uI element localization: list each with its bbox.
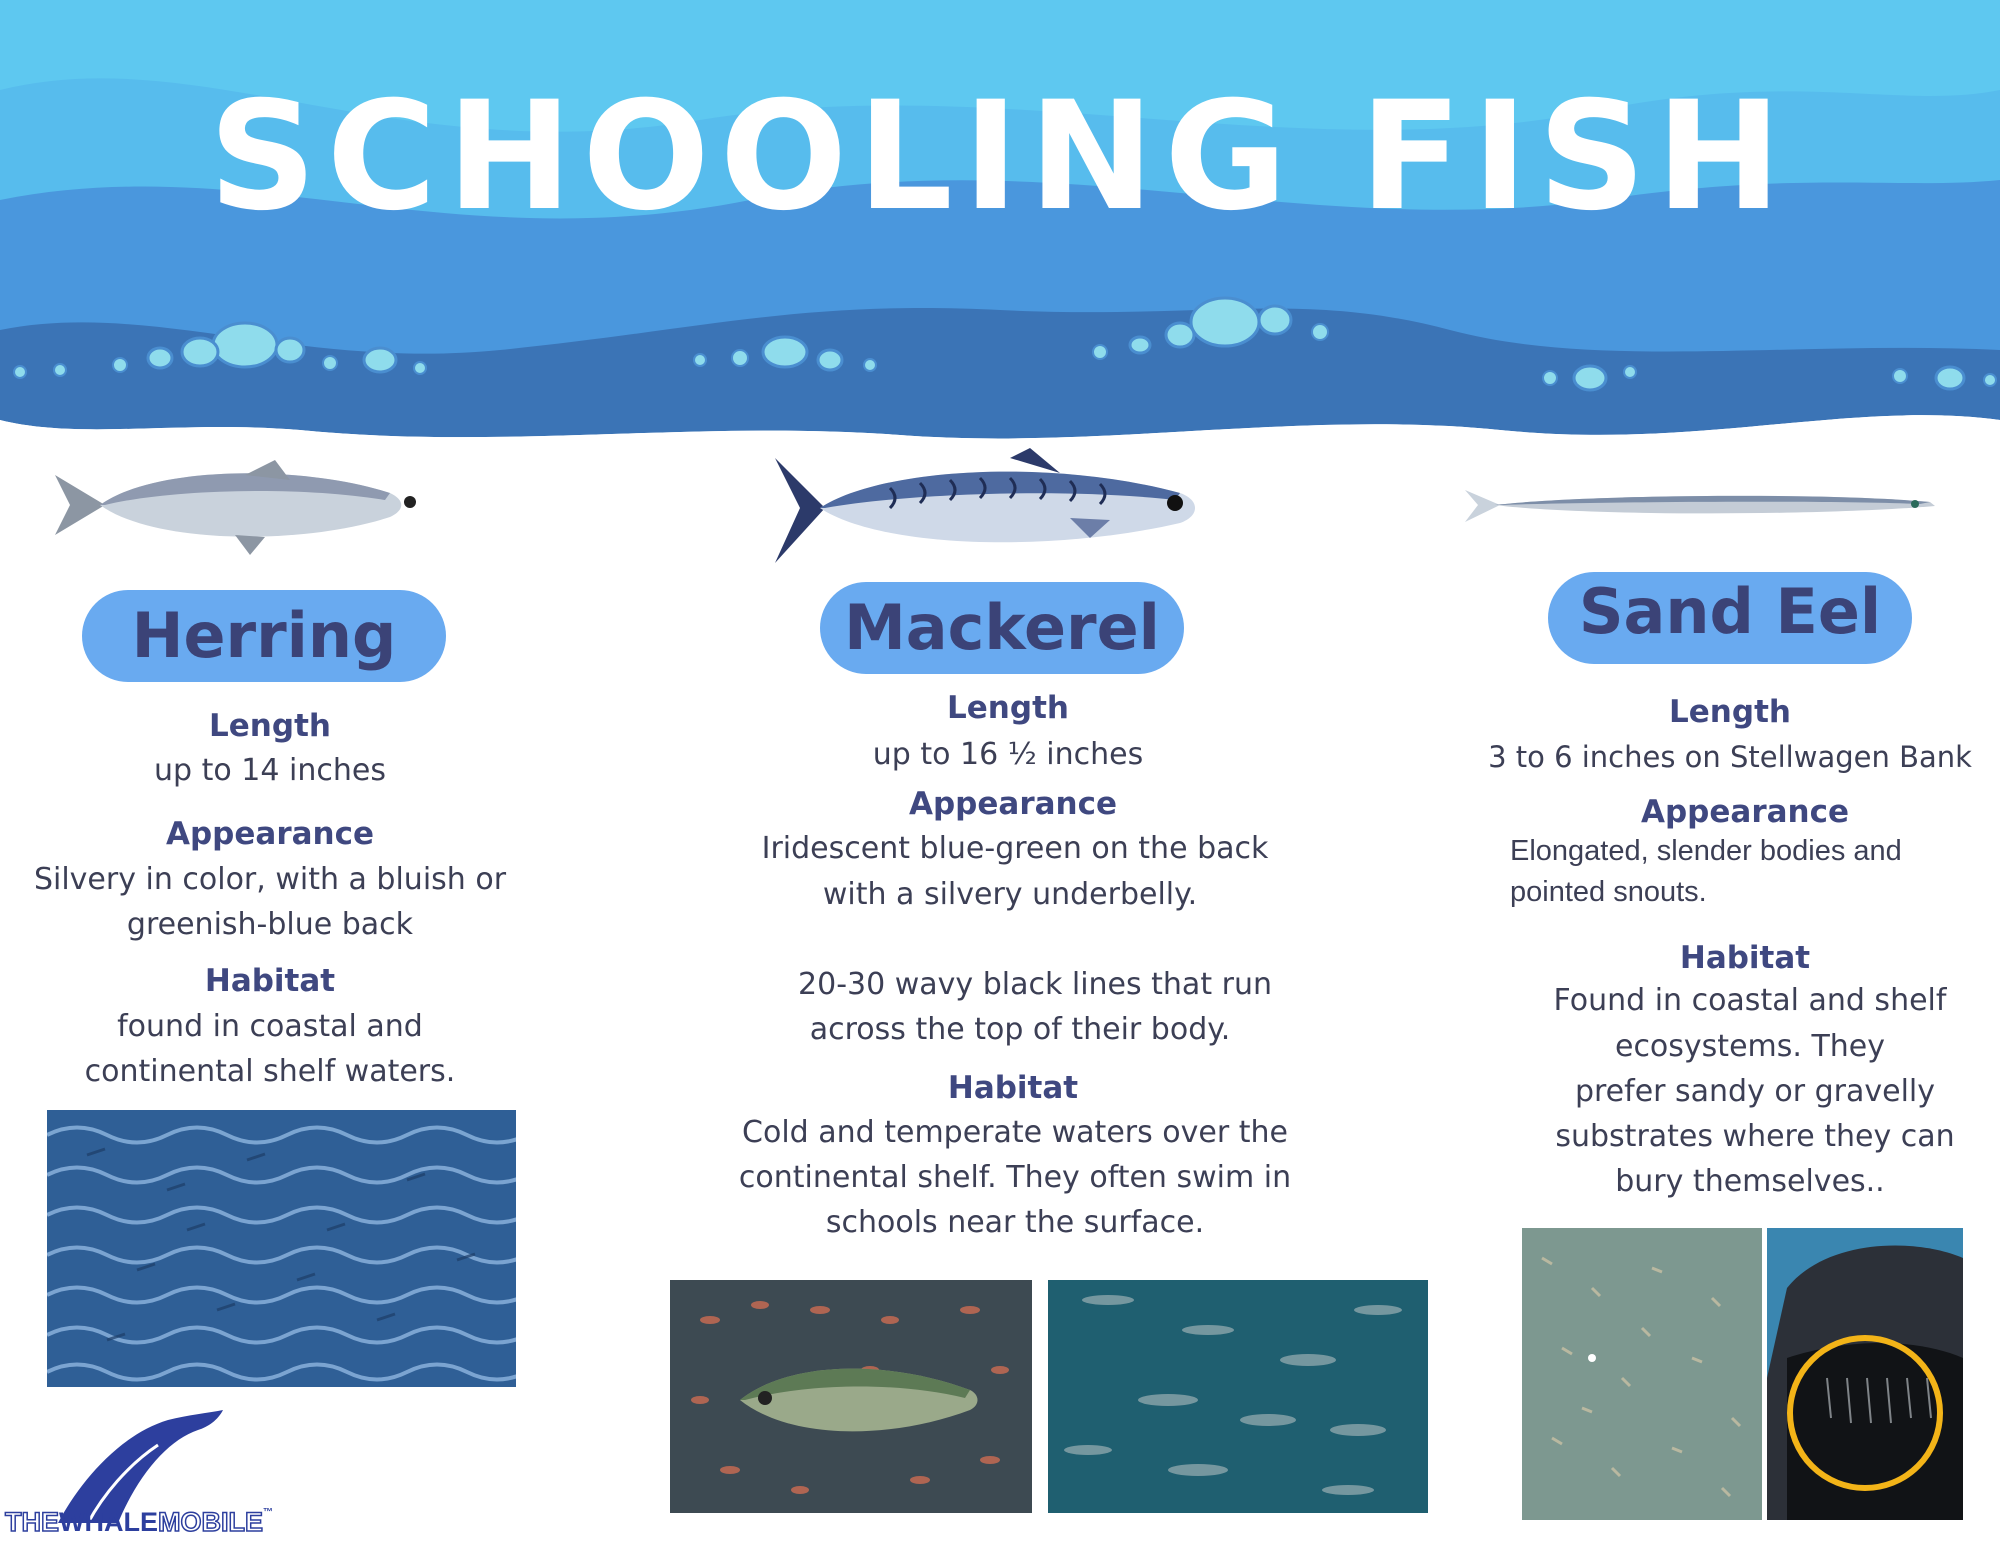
sand-eel-appearance-line: pointed snouts. <box>1510 876 1707 908</box>
mackerel-appearance-line: 20-30 wavy black lines that run <box>798 967 1272 1002</box>
page-title: SCHOOLING FISH <box>208 70 1792 244</box>
sand-eel-habitat-line: substrates where they can <box>1555 1119 1955 1154</box>
herring-length-label: Length <box>209 708 331 744</box>
mackerel-habitat-label: Habitat <box>947 1070 1079 1106</box>
mackerel-appearance-line: across the top of their body. <box>809 1012 1231 1047</box>
herring-appearance-line: greenish-blue back <box>126 907 414 942</box>
sand-eel-habitat-line: prefer sandy or gravelly <box>1574 1074 1936 1109</box>
herring-habitat-line: continental shelf waters. <box>84 1054 456 1089</box>
herring-length: up to 14 inches <box>154 753 386 788</box>
mackerel-appearance-line: with a silvery underbelly. <box>822 877 1198 912</box>
herring-school-photo <box>47 1110 516 1387</box>
sand-eel-habitat-line: bury themselves.. <box>1615 1164 1885 1199</box>
herring-illustration-icon <box>45 455 445 565</box>
sand-eel-habitat-line: ecosystems. They <box>1614 1029 1885 1064</box>
herring-appearance-label: Appearance <box>166 816 374 852</box>
sand-eel-habitat-label: Habitat <box>1679 940 1811 976</box>
sand-eel-length: 3 to 6 inches on Stellwagen Bank <box>1488 740 1972 774</box>
logo-wordmark <box>5 1507 305 1538</box>
sand-eel-name: Sand Eel <box>1548 572 1912 664</box>
mackerel-length: up to 16 ½ inches <box>872 737 1144 772</box>
logo-whale: WHALE <box>59 1507 158 1537</box>
sand-eel-habitat-line: Found in coastal and shelf <box>1553 983 1947 1018</box>
sand-eel-appearance-line: Elongated, slender bodies and <box>1510 835 1902 867</box>
logo-mobile: MOBILE <box>157 1507 263 1537</box>
sand-eel-length-label: Length <box>1669 694 1791 730</box>
mackerel-feeding-photo <box>670 1280 1032 1513</box>
mackerel-appearance-line: Iridescent blue-green on the back <box>761 831 1269 866</box>
herring-habitat-label: Habitat <box>204 963 336 999</box>
mackerel-school-photo <box>1048 1280 1428 1513</box>
herring-appearance-line: Silvery in color, with a bluish or <box>33 862 507 897</box>
herring-name: Herring <box>82 590 446 682</box>
mackerel-name: Mackerel <box>820 582 1184 674</box>
mackerel-habitat-line: Cold and temperate waters over the <box>742 1115 1288 1150</box>
sand-eel-illustration-icon <box>1460 480 1940 530</box>
sand-eel-water-photo <box>1522 1228 1762 1520</box>
sand-eel-appearance-label: Appearance <box>1641 794 1849 830</box>
sand-eel-whale-photo <box>1767 1228 1963 1520</box>
mackerel-illustration-icon <box>770 448 1220 568</box>
herring-habitat-line: found in coastal and <box>117 1009 423 1044</box>
mackerel-length-label: Length <box>947 690 1069 726</box>
logo-tm: ™ <box>262 1507 273 1518</box>
mackerel-habitat-line: continental shelf. They often swim in <box>738 1160 1292 1195</box>
mackerel-appearance-label: Appearance <box>909 786 1117 822</box>
mackerel-habitat-line: schools near the surface. <box>825 1205 1205 1240</box>
logo-the: THE <box>5 1507 59 1537</box>
